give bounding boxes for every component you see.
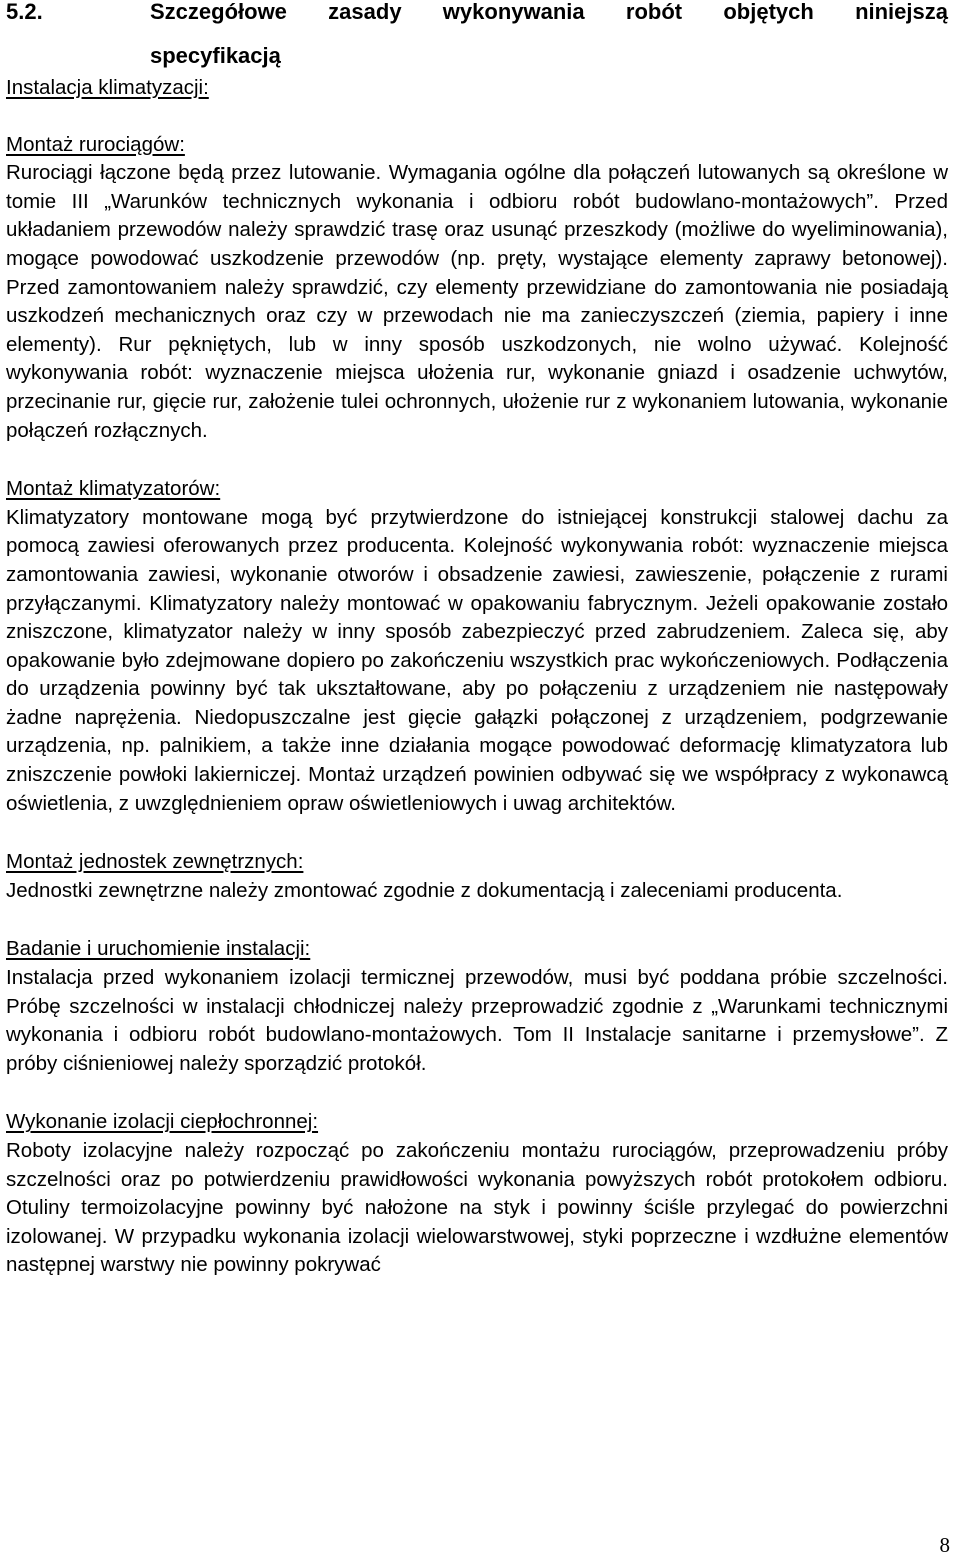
section-ac-units <box>6 475 948 818</box>
section-title: Badanie i uruchomienie instalacji: <box>6 937 311 961</box>
section-title: Wykonanie izolacji ciepłochronnej: <box>6 1110 319 1134</box>
section-outdoor-units <box>6 848 948 905</box>
page-number: 8 <box>939 1533 950 1557</box>
section-body: Klimatyzatory montowane mogą być przytwierdzone do istniejącej konstrukcji stalowej dachu za pomocą zawiesi oferowanych przez producenta. Kolejność wykonywania robót: wyznaczenie miejsca zamontowania zawiesi, wykonanie otworów i obsadzenie zawiesi, zawieszenie, połączenie z rurami przyłączanymi. Klimatyzatory należy montować w opakowaniu fabrycznym. Jeżeli opakowanie zostało zniszczone, klimatyzator należy w inny sposób zabezpieczyć przed zabrudzeniem. Zaleca się, aby opakowanie było zdejmowane dopiero po zakończeniu wszystkich prac wykończeniowych. Podłączenia do urządzenia powinny być tak ukształtowane, aby po połączeniu z urządzeniem nie następowały żadne naprężenia. Niedopuszczalne jest gięcie gałązki połączonej z urządzeniem, podgrzewanie urządzenia, np. palnikiem, a także inne działania mogące powodować deformację klimatyzatora lub zniszczenie powłoki lakierniczej. Montaż urządzeń powinien odbywać się we współpracy z wykonawcą oświetlenia, z uwzględnieniem opraw oświetleniowych i uwag architektów. <box>6 505 948 815</box>
section-heading <box>6 0 948 68</box>
section-body: Rurociągi łączone będą przez lutowanie. Wymagania ogólne dla połączeń lutowanych są określone w tomie III „Warunków technicznych wykonania i odbioru robót budowlano-montażowych”. Przed układaniem przewodów należy sprawdzić trasę oraz usunąć przeszkody (możliwe do wyeliminowania), mogące powodować uszkodzenie przewodów (np. pręty, wystające elementy zaprawy betonowej). Przed zamontowaniem należy sprawdzić, czy elementy przewidziane do zamontowania nie posiadają uszkodzeń mechanicznych oraz czy w przewodach nie ma zanieczyszczeń (ziemia, papiery i inne elementy). Rur pękniętych, lub w inny sposób uszkodzonych, nie wolno używać. Kolejność wykonywania robót: wyznaczenie miejsca ułożenia rur, wykonanie gniazd i osadzenie uchwytów, przecinanie rur, gięcie rur, założenie tulei ochronnych, ułożenie rur z wykonaniem lutowania, wykonanie połączeń rozłącznych. <box>6 161 948 442</box>
section-body: Instalacja przed wykonaniem izolacji termicznej przewodów, musi być poddana próbie szczelności. Próbę szczelności w instalacji chłodniczej należy przeprowadzić zgodnie z „Warunkami technicznymi wykonania i odbioru robót budowlano-montażowych. Tom II Instalacje sanitarne i przemysłowe”. Z próby ciśnieniowej należy sporządzić protokół. <box>6 966 948 1075</box>
section-insulation <box>6 1108 948 1280</box>
section-body: Jednostki zewnętrzne należy zmontować zgodnie z dokumentacją i zaleceniami producenta. <box>6 878 843 902</box>
section-title: Montaż klimatyzatorów: <box>6 477 221 501</box>
section-title: Montaż jednostek zewnętrznych: <box>6 850 304 874</box>
subheading: Instalacja klimatyzacji: <box>6 76 209 99</box>
heading-number: 5.2. <box>6 0 43 24</box>
document-page <box>6 0 948 1280</box>
section-pipes <box>6 131 948 446</box>
section-testing <box>6 935 948 1078</box>
section-title: Montaż rurociągów: <box>6 132 185 156</box>
section-body: Roboty izolacyjne należy rozpocząć po zakończeniu montażu rurociągów, przeprowadzeniu próby szczelności oraz po potwierdzeniu prawidłowości wykonania powyższych robót protokołem odbioru. Otuliny termoizolacyjne powinny być nałożone na styk i powinny ściśle przylegać do powierzchni izolowanej. W przypadku wykonania izolacji wielowarstwowej, styki poprzeczne i wzdłużne elementów następnej warstwy nie powinny pokrywać <box>6 1139 948 1277</box>
heading-title-line1: Szczegółowe zasady wykonywania robót objętych niniejszą <box>150 0 948 24</box>
heading-title-line2: specyfikacją <box>150 43 281 68</box>
